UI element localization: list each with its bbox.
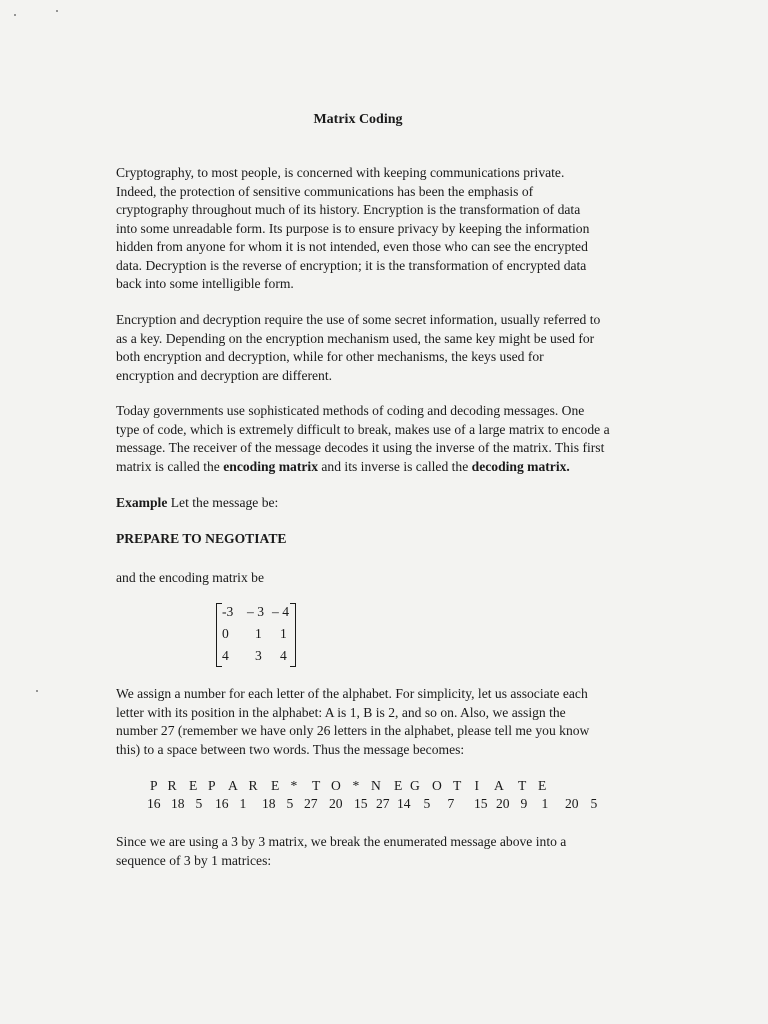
text-line: encryption and decryption are different. bbox=[116, 367, 333, 383]
encoded-number: 15 bbox=[474, 796, 488, 811]
text-segment: and its inverse is called the bbox=[318, 458, 472, 474]
encoded-number: 20 bbox=[565, 796, 579, 811]
matrix-cell: 0 bbox=[222, 626, 229, 641]
encoded-letter: E bbox=[538, 778, 547, 793]
text-line: We assign a number for each letter of the alphabet. For simplicity, let us associate each bbox=[116, 686, 588, 701]
encoded-letter: E bbox=[189, 778, 198, 793]
encoded-number: 7 bbox=[447, 796, 455, 811]
matrix-cell: 4 bbox=[280, 648, 287, 663]
encoded-number: 9 bbox=[520, 796, 528, 811]
encoded-letters-row bbox=[0, 778, 768, 796]
scan-speck bbox=[56, 10, 58, 12]
encoded-number: 5 bbox=[195, 796, 203, 811]
text-line: letter with its position in the alphabet: A is 1, B is 2, and so on. Also, we assign the bbox=[116, 704, 566, 720]
matrix-right-bracket bbox=[290, 603, 296, 667]
text-line bbox=[116, 458, 636, 477]
example-label: Example bbox=[116, 495, 168, 510]
encoded-number: 18 bbox=[171, 796, 185, 811]
example-text: Let the message be: bbox=[167, 495, 279, 510]
encoded-number: 5 bbox=[590, 796, 598, 811]
encoded-letter: R bbox=[167, 778, 177, 793]
decoding-matrix-term: decoding matrix. bbox=[471, 458, 570, 474]
encoded-number: 1 bbox=[541, 796, 549, 811]
encoded-letter: T bbox=[312, 778, 321, 793]
text-line: type of code, which is extremely difficult to break, makes use of a large matrix to encode a bbox=[116, 421, 610, 437]
encoding-matrix bbox=[216, 603, 296, 665]
encoded-letter: A bbox=[494, 778, 504, 793]
matrix-cell: -3 bbox=[222, 604, 234, 619]
text-line: cryptography throughout much of its history. Encryption is the transformation of data bbox=[116, 202, 581, 217]
encoded-letter: T bbox=[518, 778, 527, 793]
matrix-cell: 1 bbox=[255, 626, 262, 641]
encoded-letter: * bbox=[290, 778, 298, 793]
encoded-number: 16 bbox=[147, 796, 161, 811]
encoding-matrix-term: encoding matrix bbox=[223, 458, 318, 474]
message-text: PREPARE TO NEGOTIATE bbox=[116, 531, 287, 546]
text-line: data. Decryption is the reverse of encryption; it is the transformation of encrypted data bbox=[116, 257, 587, 273]
encoded-number: 5 bbox=[286, 796, 294, 811]
encoded-number: 18 bbox=[262, 796, 276, 811]
encoded-letter: R bbox=[248, 778, 258, 793]
text-line: into some unreadable form. Its purpose is to ensure privacy by keeping the information bbox=[116, 220, 590, 236]
encoded-letter: P bbox=[208, 778, 216, 793]
text-line: number 27 (remember we have only 26 letters in the alphabet, please tell me you know bbox=[116, 723, 590, 738]
paragraph-cryptography bbox=[116, 164, 636, 294]
text-line: Encryption and decryption require the use of some secret information, usually referred to bbox=[116, 312, 601, 327]
encoded-letter: N bbox=[371, 778, 381, 793]
text-line: message. The receiver of the message decodes it using the inverse of the matrix. This first bbox=[116, 440, 605, 455]
paragraph-governments bbox=[116, 402, 636, 476]
encoded-number: 16 bbox=[215, 796, 229, 811]
encoded-letter: O bbox=[432, 778, 442, 793]
encoded-number: 20 bbox=[329, 796, 343, 811]
text-line: sequence of 3 by 1 matrices: bbox=[116, 852, 272, 868]
text-line: back into some intelligible form. bbox=[116, 276, 294, 291]
encoded-number: 20 bbox=[496, 796, 510, 811]
encoded-number: 14 bbox=[397, 796, 411, 811]
scan-speck bbox=[36, 690, 38, 692]
encoded-letter: T bbox=[453, 778, 462, 793]
encoded-letter: A bbox=[228, 778, 238, 793]
text-line: as a key. Depending on the encryption mechanism used, the same key might be used for bbox=[116, 330, 595, 346]
text-line: Today governments use sophisticated methods of coding and decoding messages. One bbox=[116, 403, 585, 418]
encoded-letter: O bbox=[331, 778, 341, 793]
text-line: both encryption and decryption, while for other mechanisms, the keys used for bbox=[116, 349, 544, 364]
text-segment: matrix is called the bbox=[116, 458, 224, 474]
encoded-number: 15 bbox=[354, 796, 368, 811]
text-line: this) to a space between two words. Thus the message becomes: bbox=[116, 741, 465, 757]
encoded-numbers-row bbox=[0, 796, 768, 814]
encoded-letter: P bbox=[150, 778, 158, 793]
text-line: Since we are using a 3 by 3 matrix, we break the enumerated message above into a bbox=[116, 834, 567, 849]
paragraph-assign-numbers bbox=[116, 685, 636, 759]
encoded-letter: * bbox=[352, 778, 360, 793]
encoded-number: 27 bbox=[376, 796, 390, 811]
example-line bbox=[116, 494, 278, 513]
encoded-letter: I bbox=[474, 778, 480, 793]
encoded-letter: E bbox=[394, 778, 403, 793]
encoded-letter: G bbox=[410, 778, 420, 793]
paragraph-break-message bbox=[116, 833, 636, 870]
matrix-intro: and the encoding matrix be bbox=[116, 570, 264, 585]
scan-speck bbox=[14, 14, 16, 16]
matrix-cell: 3 bbox=[255, 648, 262, 663]
encoded-letter: E bbox=[271, 778, 280, 793]
text-line: hidden from anyone for whom it is not intended, even those who can see the encrypted bbox=[116, 239, 588, 254]
matrix-cell: 4 bbox=[222, 648, 229, 663]
matrix-cell: – 4 bbox=[272, 604, 289, 619]
text-line: Cryptography, to most people, is concerned with keeping communications private. bbox=[116, 165, 565, 180]
encoded-number: 27 bbox=[304, 796, 318, 811]
paragraph-keys bbox=[116, 311, 636, 385]
page-title: Matrix Coding bbox=[313, 112, 403, 127]
encoded-number: 5 bbox=[423, 796, 431, 811]
matrix-cell: – 3 bbox=[247, 604, 264, 619]
encoded-number: 1 bbox=[239, 796, 247, 811]
text-line: Indeed, the protection of sensitive communications has been the emphasis of bbox=[116, 183, 534, 199]
matrix-cell: 1 bbox=[280, 626, 287, 641]
